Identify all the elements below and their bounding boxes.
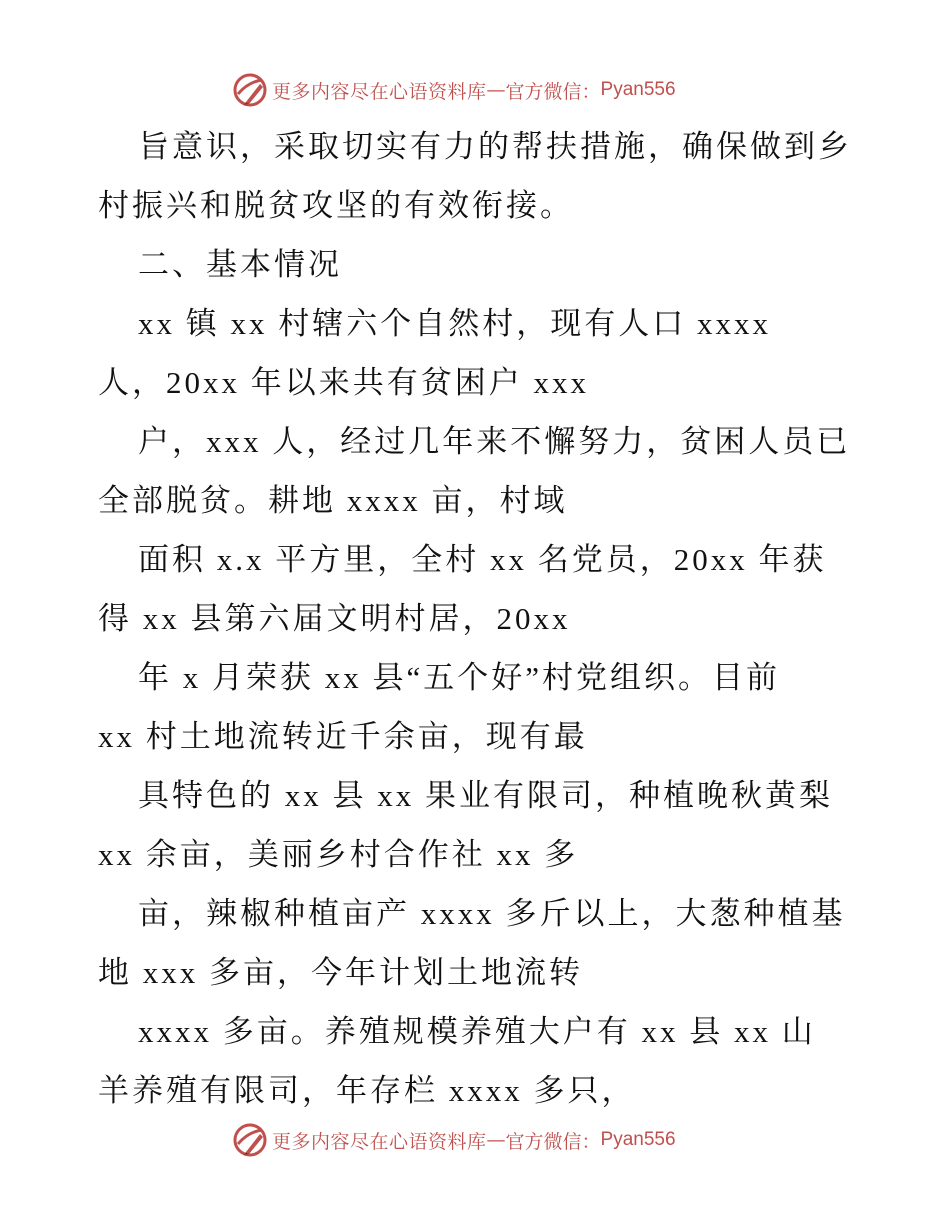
text-line: 年 x 月荣获 xx 县“五个好”村党组织。目前 [138,660,781,695]
text-line: 得 xx 县第六届文明村居，20xx [98,601,571,636]
text-line: 户，xxx 人，经过几年来不懈努力，贫困人员已 [138,424,851,459]
banner-main-text: 更多内容尽在心语资料库 [272,80,487,103]
text-line: xx 余亩，美丽乡村合作社 xx 多 [98,837,579,872]
text-line: 羊养殖有限司，年存栏 xxxx 多只， [98,1073,636,1108]
text-line: 亩，辣椒种植亩产 xxxx 多斤以上，大葱种植基 [138,896,846,931]
text-line: 旨意识，采取切实有力的帮扶措施，确保做到乡 [138,129,852,164]
banner-wechat-id: Pyan556 [600,79,676,100]
banner-wechat-label: 官方微信： [505,1130,601,1153]
footer-banner [232,1122,676,1158]
header-banner [232,72,676,108]
text-line: 面积 x.x 平方里，全村 xx 名党员，20xx 年获 [138,542,827,577]
pen-logo-icon [232,1122,268,1158]
banner-separator: — [486,1129,506,1151]
text-line: 具特色的 xx 县 xx 果业有限司，种植晚秋黄梨 [138,778,833,813]
text-line: 人，20xx 年以来共有贫困户 xxx [98,365,589,400]
text-line: xxxx 多亩。养殖规模养殖大户有 xx 县 xx 山 [138,1014,816,1049]
pen-logo-icon [232,72,268,108]
text-line: 地 xxx 多亩，今年计划土地流转 [98,955,583,990]
section-heading: 二、基本情况 [138,247,342,282]
text-line: 村振兴和脱贫攻坚的有效衔接。 [98,188,574,223]
text-line: xx 镇 xx 村辖六个自然村，现有人口 xxxx [138,306,771,341]
banner-wechat-id: Pyan556 [600,1129,676,1150]
text-line: xx 村土地流转近千余亩，现有最 [98,719,588,754]
banner-main-text: 更多内容尽在心语资料库 [272,1130,487,1153]
banner-separator: — [486,79,506,101]
banner-wechat-label: 官方微信： [505,80,601,103]
text-line: 全部脱贫。耕地 xxxx 亩，村域 [98,483,568,518]
